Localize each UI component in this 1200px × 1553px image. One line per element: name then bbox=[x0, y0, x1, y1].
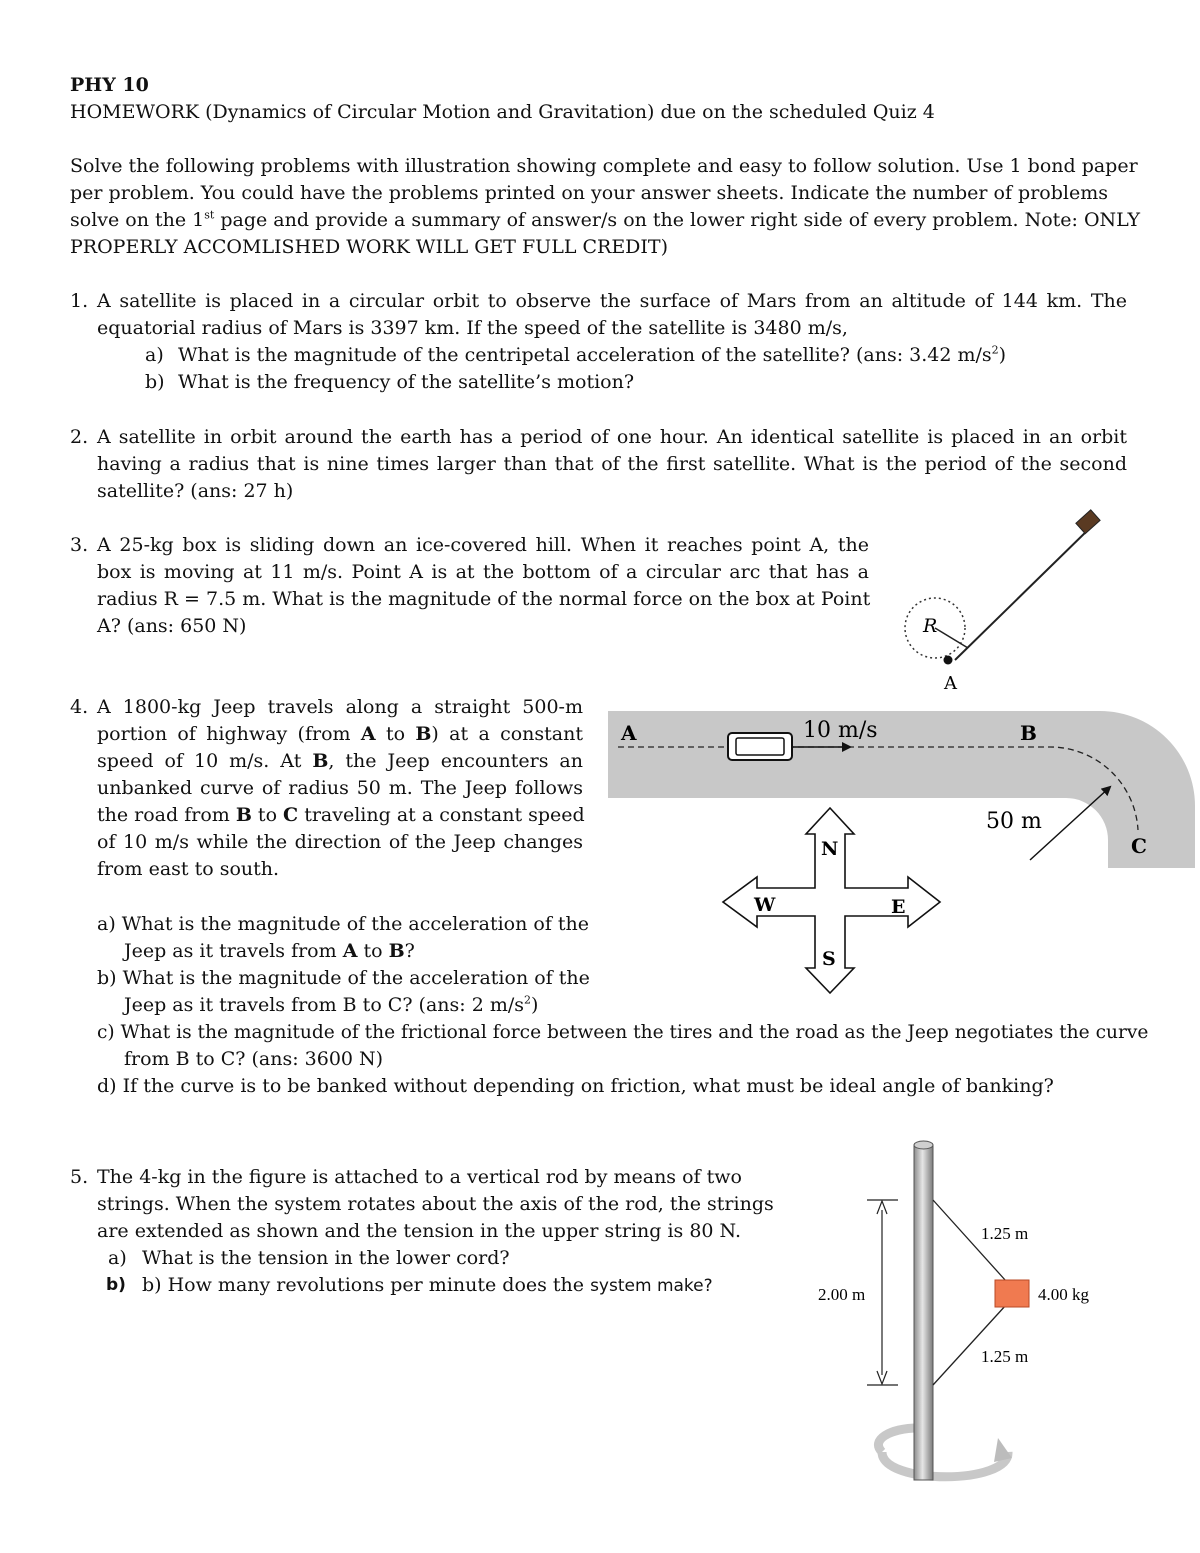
road-figure bbox=[608, 711, 1195, 868]
jeep-icon bbox=[728, 733, 792, 760]
instructions-line-2: per problem. You could have the problems printed on your answer sheets. Indicate the number of problems bbox=[70, 182, 1108, 204]
problem-4-line-7: from east to south. bbox=[97, 858, 280, 880]
compass-west: W bbox=[754, 894, 776, 916]
problem-4b-line-2: Jeep as it travels from B to C? (ans: 2 $m/s^2$) bbox=[124, 993, 539, 1016]
problem-2-line-2: having a radius that is nine times larger than that of the first satellite. What is the period of the second bbox=[97, 453, 1127, 475]
rotation-arrow-back bbox=[882, 1452, 1008, 1477]
problem-3-line-2: box is moving at 11 m/s. Point A is at the bottom of a circular arc that has a bbox=[97, 561, 869, 583]
problem-5a-label: a) bbox=[108, 1247, 127, 1269]
label-point-c: C bbox=[1131, 834, 1147, 858]
problem-4-line-5: the road from B to C traveling at a constant speed bbox=[97, 804, 585, 826]
problem-2-line-3: satellite? (ans: 27 h) bbox=[97, 480, 294, 502]
mass-block bbox=[995, 1280, 1029, 1307]
problem-2-number: 2. bbox=[70, 426, 89, 448]
problem-5-line-1: The 4-kg in the figure is attached to a vertical rod by means of two bbox=[97, 1166, 742, 1188]
problem-3-line-4: A? (ans: 650 N) bbox=[97, 615, 247, 637]
problem-5a-text: What is the tension in the lower cord? bbox=[142, 1247, 510, 1269]
rod-top bbox=[914, 1141, 933, 1149]
problem-1-number: 1. bbox=[70, 290, 89, 312]
problem-4c-line-2: from B to C? (ans: 3600 N) bbox=[124, 1048, 384, 1070]
problem-3-number: 3. bbox=[70, 534, 89, 556]
problem-1b-text: What is the frequency of the satellite’s motion? bbox=[178, 371, 635, 393]
course-code: PHY 10 bbox=[70, 74, 149, 96]
problem-4-line-1: A 1800-kg Jeep travels along a straight 500-m bbox=[97, 696, 583, 718]
lower-string bbox=[933, 1305, 1006, 1385]
problem-4d-line-1: d) If the curve is to be banked without depending on friction, what must be ideal angle of banking? bbox=[97, 1075, 1054, 1097]
instructions-line-3: solve on the 1st page and provide a summary of answer/s on the lower right side of every problem. Note: ONLY bbox=[70, 208, 1141, 231]
problem-4-number: 4. bbox=[70, 696, 89, 718]
problem-5-line-2: strings. When the system rotates about the axis of the rod, the strings bbox=[97, 1193, 774, 1215]
hill-figure bbox=[905, 510, 1100, 694]
rod-figure bbox=[818, 1141, 1090, 1480]
problem-4c-line-1: c) What is the magnitude of the frictional force between the tires and the road as the Jeep negotiates the curve bbox=[97, 1022, 1149, 1043]
problem-4-line-2: portion of highway (from A to B) at a constant bbox=[97, 723, 584, 745]
label-lower-length: 1.25 m bbox=[981, 1347, 1029, 1366]
label-height: 2.00 m bbox=[818, 1285, 866, 1304]
problem-4a-line-2: Jeep as it travels from A to B? bbox=[124, 940, 415, 962]
instructions-line-1: Solve the following problems with illustration showing complete and easy to follow solution. Use 1 bond paper bbox=[70, 155, 1138, 177]
problem-4-line-3: speed of 10 m/s. At B, the Jeep encounters an bbox=[97, 750, 583, 772]
vertical-rod bbox=[914, 1145, 933, 1480]
compass-east: E bbox=[891, 896, 906, 918]
problem-3-line-3: radius R = 7.5 m. What is the magnitude of the normal force on the box at Point bbox=[97, 588, 871, 610]
rotation-arrow-front bbox=[878, 1428, 918, 1452]
problem-5-line-3: are extended as shown and the tension in the upper string is 80 N. bbox=[97, 1220, 741, 1242]
rotation-arrowhead-icon bbox=[994, 1438, 1012, 1462]
fig-radius-label: R bbox=[923, 615, 938, 637]
fig-point-a-label: A bbox=[944, 673, 957, 694]
problem-5b-text: b) How many revolutions per minute does the system make? bbox=[142, 1274, 713, 1296]
problem-4a-line-1: a) What is the magnitude of the acceleration of the bbox=[97, 913, 590, 935]
label-radius: 50 m bbox=[986, 809, 1042, 834]
label-mass: 4.00 kg bbox=[1038, 1285, 1089, 1304]
problem-1a-label: a) bbox=[145, 344, 164, 366]
compass-icon bbox=[723, 808, 940, 993]
problem-1b-label: b) bbox=[145, 371, 165, 393]
problem-4-line-6: of 10 m/s while the direction of the Jeep changes bbox=[97, 831, 583, 853]
page-title: HOMEWORK (Dynamics of Circular Motion and Gravitation) due on the scheduled Quiz 4 bbox=[70, 101, 935, 123]
label-speed: 10 m/s bbox=[803, 718, 878, 743]
problem-1-line-1: A satellite is placed in a circular orbit to observe the surface of Mars from an altitude of 144 km. The bbox=[97, 290, 1127, 312]
problem-5-number: 5. bbox=[70, 1166, 89, 1188]
label-point-a: A bbox=[621, 721, 637, 745]
problem-5b-label: b) bbox=[106, 1275, 126, 1295]
point-a-dot bbox=[944, 656, 953, 665]
problem-4-line-4: unbanked curve of radius 50 m. The Jeep follows bbox=[97, 777, 583, 799]
problem-3-line-1: A 25-kg box is sliding down an ice-covered hill. When it reaches point A, the bbox=[97, 534, 869, 556]
problem-1-line-2: equatorial radius of Mars is 3397 km. If the speed of the satellite is 3480 m/s, bbox=[97, 317, 848, 339]
box-icon bbox=[1076, 510, 1100, 534]
hill-slope bbox=[955, 526, 1092, 660]
compass-north: N bbox=[821, 838, 839, 860]
compass-south: S bbox=[822, 948, 836, 970]
problem-4b-line-1: b) What is the magnitude of the acceleration of the bbox=[97, 967, 590, 989]
instructions-line-4: PROPERLY ACCOMLISHED WORK WILL GET FULL CREDIT) bbox=[70, 236, 669, 258]
label-point-b: B bbox=[1020, 721, 1037, 745]
problem-1a-text: What is the magnitude of the centripetal acceleration of the satellite? (ans: 3.42 $m/s^2$) bbox=[178, 343, 1007, 366]
label-upper-length: 1.25 m bbox=[981, 1224, 1029, 1243]
problem-2-line-1: A satellite in orbit around the earth has a period of one hour. An identical satellite is placed in an orbit bbox=[97, 426, 1127, 448]
